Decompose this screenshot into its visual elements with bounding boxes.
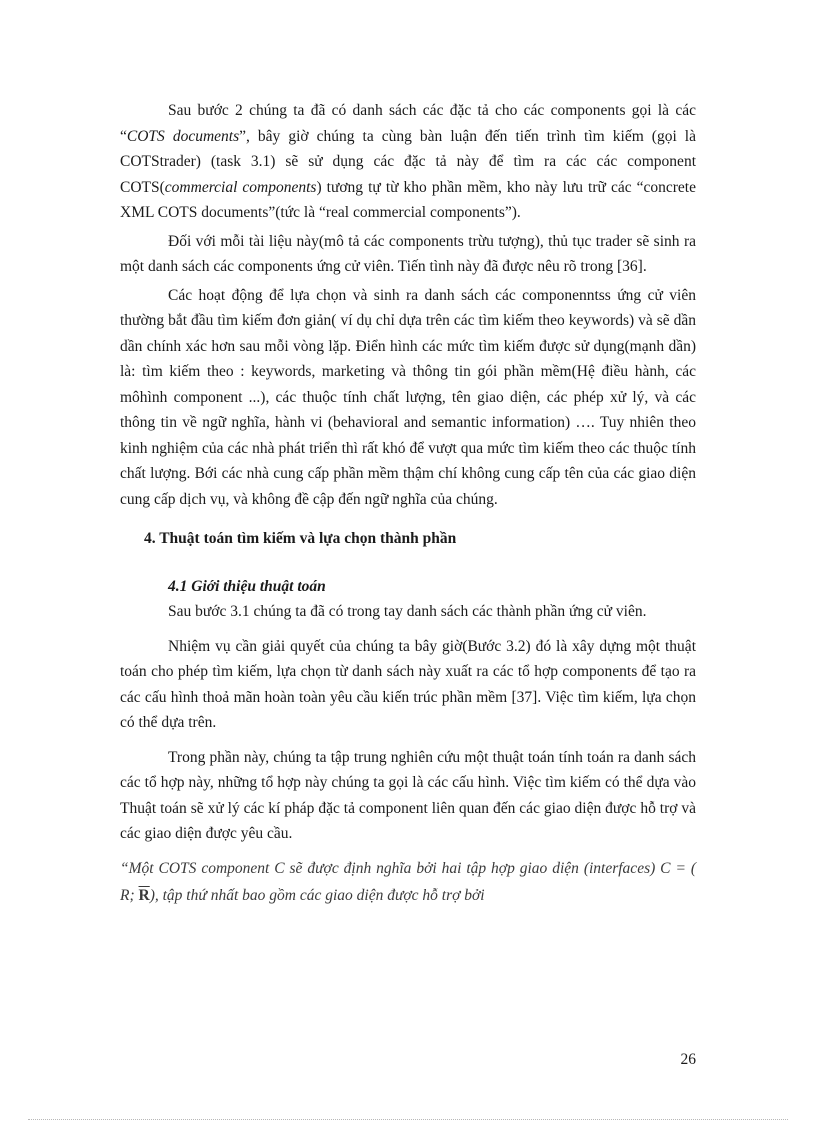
- paragraph-task-step-3-2: Nhiệm vụ cần giải quyết của chúng ta bây giờ(Bước 3.2) đó là xây dựng một thuật toán cho phép tìm kiếm, lựa chọn từ danh sách này xuất ra các tổ hợp components để tạo ra các cấu hình thoả mãn hoàn toàn yêu cầu kiến trúc phần mềm [37]. Việc tìm kiếm, lựa chọn có thể dựa trên.: [120, 637, 696, 731]
- text-run: ), tập thứ nhất bao gồm các giao diện được hỗ trợ bởi: [149, 886, 485, 904]
- paragraph-configurations: Trong phần này, chúng ta tập trung nghiên cứu một thuật toán tính toán ra danh sách các tổ hợp này, những tổ hợp này chúng ta gọi là các cấu hình. Việc tìm kiếm có thể dựa vào Thuật toán sẽ xử lý các kí pháp đặc tả component liên quan đến các giao diện được hỗ trợ và các giao diện được yêu cầu.: [120, 748, 696, 842]
- paragraph-trader: Đối với mỗi tài liệu này(mô tả các components trừu tượng), thủ tục trader sẽ sinh ra một danh sách các components ứng cử viên. Tiến tình này đã được nêu rõ trong [36].: [120, 232, 696, 275]
- italic-term-commercial-components: commercial components: [164, 178, 317, 196]
- text-run: ) tương tự từ kho phần mềm, kho này lưu trữ các “concrete XML COTS documents”(tức là “real commercial components”).: [120, 178, 696, 221]
- overbar-symbol: $\overline{R}$: [138, 886, 150, 904]
- section-heading: 4. Thuật toán tìm kiếm và lựa chọn thành phần: [144, 530, 457, 547]
- subsection-heading: 4.1 Giới thiệu thuật toán: [168, 577, 326, 595]
- definition-quote: [120, 855, 696, 909]
- paragraph-cots-documents: [120, 98, 696, 226]
- paragraph-selection-activities: Các hoạt động để lựa chọn và sinh ra danh sách các componenntss ứng cử viên thường bắt đầu tìm kiếm đơn giản( ví dụ chỉ dựa trên các tìm kiếm theo keywords) và sẽ dần dần chính xác hơn sau mỗi vòng lặp. Điển hình các mức tìm kiếm được sử dụng(mạnh dần) là: tìm kiếm theo : keywords, marketing và thông tin gói phần mềm(Hệ điều hành, các môhình component ...), các thuộc tính chất lượng, tên giao diện, các phép xử lý, và các thông tin về ngữ nghĩa, hành vi (behavioral and semantic information) …. Tuy nhiên theo kinh nghiệm của các nhà phát triển thì rất khó để vượt qua mức tìm kiếm theo các thuộc tính chất lượng. Bới các nhà cung cấp phần mềm thậm chí không cung cấp tên của các giao diện cung cấp dịch vụ, và không đề cập đến ngữ nghĩa của chúng.: [120, 286, 696, 508]
- page-body: [120, 98, 696, 909]
- text-run: ”, bây giờ chúng ta cùng bàn luận đến tiến trình tìm kiếm (gọi là COTStrader) (task 3.1) sẽ sử dụng các đặc tả này để tìm ra các các component COTS(: [120, 127, 696, 196]
- text-run: “Một COTS component C sẽ được định nghĩa bởi hai tập hợp giao diện (interfaces) C = ( R;: [120, 859, 696, 904]
- footer-divider: [28, 1119, 788, 1120]
- page-number: 26: [680, 1051, 696, 1068]
- paragraph-step-3-1: Sau bước 3.1 chúng ta đã có trong tay danh sách các thành phần ứng cử viên.: [168, 603, 647, 620]
- text-run: Sau bước 2 chúng ta đã có danh sách các đặc tả cho các components gọi là các “: [120, 102, 696, 145]
- italic-term-cots-documents: COTS documents: [126, 127, 240, 145]
